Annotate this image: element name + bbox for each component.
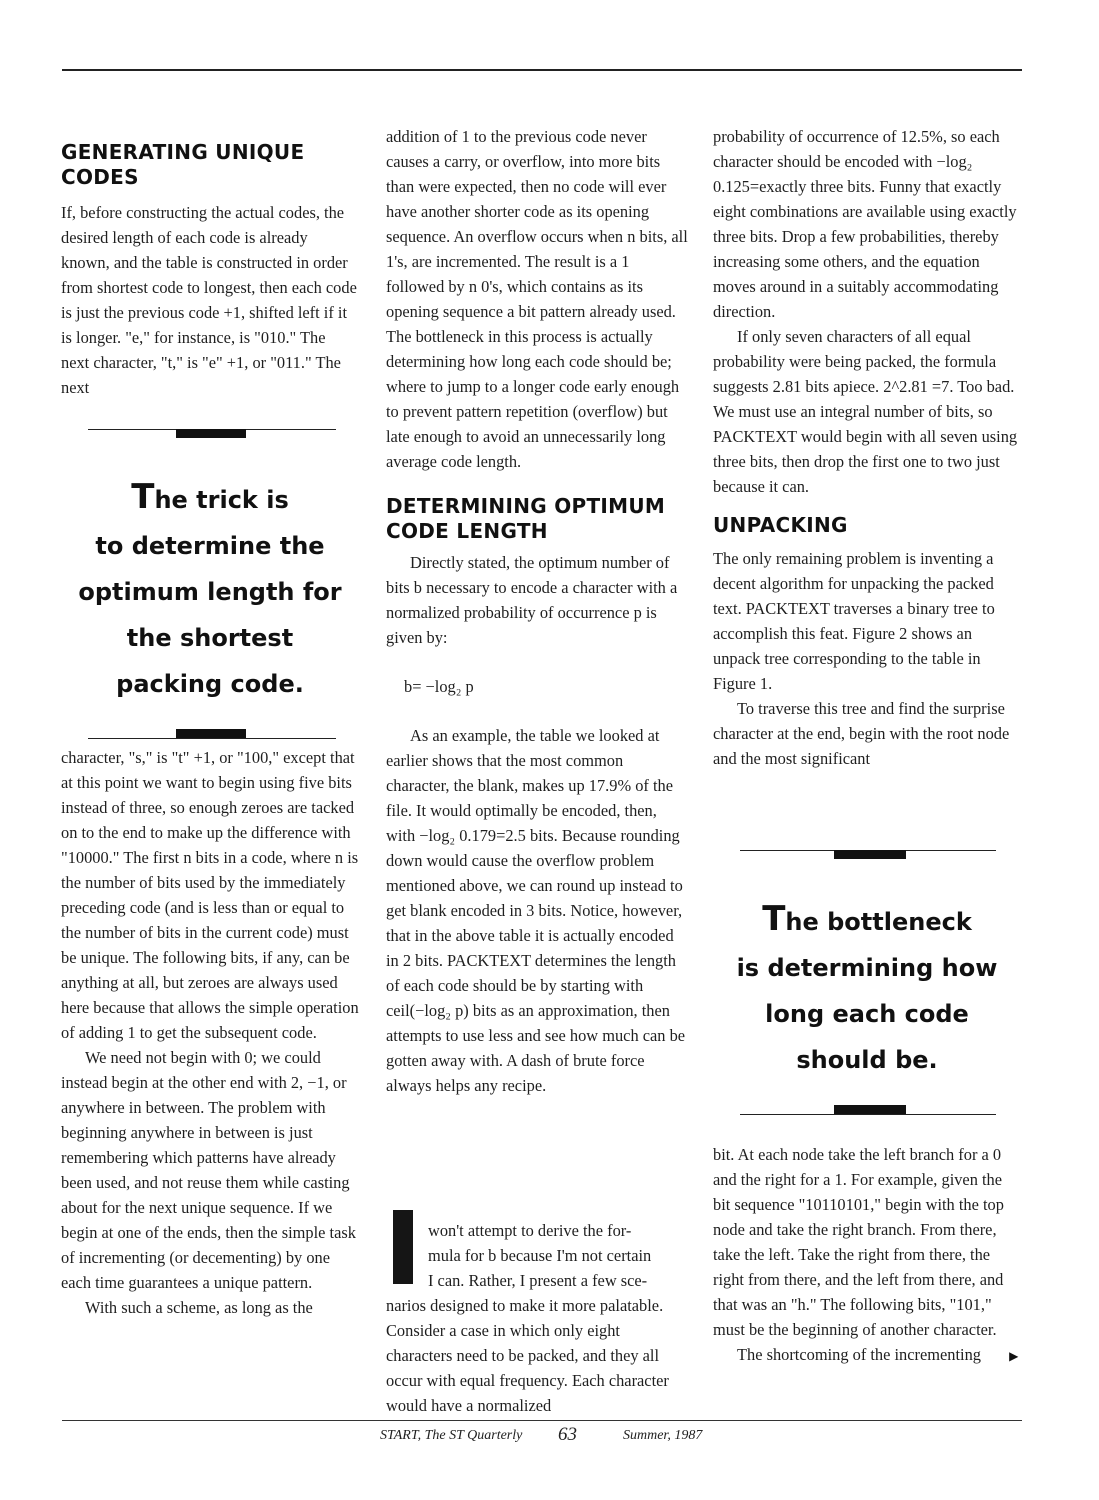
paragraph: character, "s," is "t" +1, or "100," except that at this point we want to begin using five bits instead of three, so enough zeroes are tacked on to the end to make up the difference with "10000." The first n bits in a code, where n is the number of bits used by the immediately preceding code (and is less than or equal to the number of bits in the current code) must be unique. The following bits, if any, can be anything at all, but zeroes are always used here because that allows the simple operation of adding 1 to get the subsequent code.	[61, 748, 359, 1042]
page-number: 63	[558, 1424, 577, 1445]
paragraph-line: mula for b because I'm not certain	[428, 1246, 652, 1265]
paragraph: probability of occurrence of 12.5%, so each character should be encoded with −log₂ 0.125=exactly three bits. Funny that exactly eight combinations are available using exactly three bits. Drop a few probabilities, thereby increasing some others, and the equation moves around in a suitably accommodating direction.	[713, 127, 1017, 321]
pullquote-rule	[88, 738, 336, 739]
pullquote-line: optimum length for	[78, 578, 342, 606]
formula: b= −log₂ p	[404, 677, 474, 696]
pullquote-bar	[834, 1105, 906, 1114]
pullquote-line: packing code.	[116, 670, 304, 698]
pullquote	[60, 474, 360, 707]
continue-arrow-icon: ▶	[1009, 1349, 1019, 1363]
paragraph: If only seven characters of all equal probability were being packed, the formula suggests 2.81 bits apiece. 2^2.81 =7. Too bad. We must use an integral number of bits, so PACKTEXT would begin with all seven using three bits, then drop the first one to two just because it can.	[713, 327, 1018, 496]
section-heading: GENERATING UNIQUE CODES	[61, 140, 305, 189]
paragraph: We need not begin with 0; we could instead begin at the other end with 2, −1, or anywhere in between. The problem with beginning anywhere in between is just remembering which patterns have already been used, and not reuse them while casting about for the next unique sequence. If we begin at one of the ends, then the simple task of incrementing (or decementing) by one each time guarantees a unique pattern.	[61, 1048, 356, 1292]
paragraph: If, before constructing the actual codes, the desired length of each code is already known, and the table is constructed in order from shortest code to longest, then each code is just the previous code +1, shifted left if it is longer. "e," for instance, is "010." The next character, "t," is "e" +1, or "011." The next	[61, 203, 357, 397]
pullquote-initial: T	[131, 477, 155, 517]
pullquote-bar	[176, 429, 246, 438]
section-heading: UNPACKING	[713, 513, 848, 537]
paragraph: addition of 1 to the previous code never causes a carry, or overflow, into more bits than were expected, then no code will ever have another shorter code as its opening sequence. An overflow occurs when n bits, all 1's, are incremented. The result is a 1 followed by n 0's, which contains as its opening sequence a bit pattern already used. The bottleneck in this process is actually determining how long each code should be; where to jump to a longer code early enough to prevent pattern repetition (overflow) but late enough to avoid an unnecessarily long average code length.	[386, 127, 688, 471]
pullquote-line: long each code	[765, 1000, 969, 1028]
top-rule	[62, 69, 1022, 71]
paragraph-text: The shortcoming of the incrementing	[737, 1345, 981, 1364]
footer-issue: Summer, 1987	[623, 1428, 703, 1443]
pullquote-line: he bottleneck	[785, 908, 972, 936]
paragraph-line: I can. Rather, I present a few sce-	[428, 1271, 648, 1290]
paragraph: bit. At each node take the left branch for a 0 and the right for a 1. For example, given the bit sequence "10110101," begin with the top node and take the right branch. From there, take the left. Take the right from there, the right from there, and the left from there, and that was an "h." The following bits, "101," must be the beginning of another character.	[713, 1145, 1004, 1339]
pullquote-line: should be.	[796, 1046, 938, 1074]
pullquote-line: to determine the	[95, 532, 325, 560]
paragraph: With such a scheme, as long as the	[85, 1298, 313, 1317]
pullquote	[716, 896, 1018, 1083]
column-2	[386, 124, 690, 1098]
pullquote-initial: T	[762, 899, 786, 939]
pullquote-line: the shortest	[126, 624, 294, 652]
column-1	[61, 140, 357, 400]
pullquote-rule	[740, 1114, 996, 1115]
paragraph-last	[713, 1342, 1023, 1369]
column-3-continued	[713, 1142, 1023, 1369]
paragraph-line: won't attempt to derive the for-	[428, 1221, 632, 1240]
paragraph: To traverse this tree and find the surprise character at the end, begin with the root node and the most significant	[713, 699, 1010, 768]
column-1-continued	[61, 745, 359, 1320]
pullquote-bar	[176, 729, 246, 738]
footer-publication: START, The ST Quarterly	[380, 1428, 523, 1443]
pullquote-line: he trick is	[154, 486, 289, 514]
paragraph: Directly stated, the optimum number of bits b necessary to encode a character with a normalized probability of occurrence p is given by:	[386, 553, 678, 647]
bottom-rule	[62, 1420, 1022, 1421]
pullquote-line: is determining how	[736, 954, 998, 982]
pullquote-bar	[834, 850, 906, 859]
paragraph: narios designed to make it more palatable. Consider a case in which only eight characters need to be packed, and they all occur with equal frequency. Each character would have a normalized	[386, 1296, 669, 1415]
column-3	[713, 124, 1019, 771]
column-2-continued	[386, 1218, 690, 1418]
paragraph: As an example, the table we looked at earlier shows that the most common character, the blank, makes up 17.9% of the file. It would optimally be encoded, then, with −log₂ 0.179=2.5 bits. Because rounding down would cause the overflow problem mentioned above, we can round up instead to get blank encoded in 3 bits. Notice, however, that in the above table it is actually encoded in 2 bits. PACKTEXT determines the length of each code should be by starting with ceil(−log₂ p) bits as an approximation, then attempts to use less and see how much can be gotten away with. A dash of brute force always helps any recipe.	[386, 726, 686, 1095]
paragraph: The only remaining problem is inventing a decent algorithm for unpacking the packed text. PACKTEXT traverses a binary tree to accomplish this feat. Figure 2 shows an unpack tree corresponding to the table in Figure 1.	[713, 549, 995, 693]
section-heading: DETERMINING OPTIMUM CODE LENGTH	[386, 494, 666, 543]
